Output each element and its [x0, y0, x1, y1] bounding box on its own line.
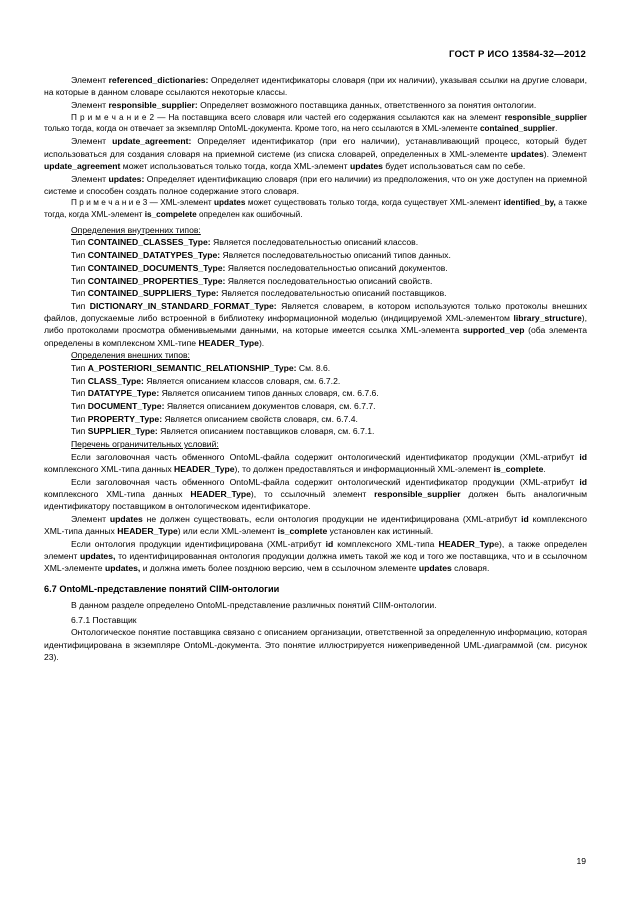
type-name: CONTAINED_DATATYPES_Type:: [87, 250, 221, 261]
text-1: Элемент: [71, 513, 110, 524]
text-1: Если заголовочная часть обменного OntoML-файла содержит онтологический идентификатор продукции (XML-атрибут: [71, 476, 580, 487]
attr-id: id: [579, 451, 587, 462]
text-lead: Элемент: [71, 99, 109, 110]
constraints-heading: [44, 438, 587, 450]
type-text: Является описанием документов словаря, см. 6.7.7.: [164, 401, 376, 412]
type-name: CLASS_Type:: [87, 375, 144, 386]
text-lead: Элемент: [71, 75, 109, 85]
text-1: Если онтология продукции идентифицирована (XML-атрибут: [71, 538, 326, 549]
note-2-bold-1: responsible_supplier: [504, 112, 587, 122]
note-3-bold-2: identified_by,: [503, 198, 556, 208]
note-3-text-1: — XML-элемент: [149, 198, 215, 208]
element-name-responsible-supplier: responsible_supplier: [374, 488, 461, 499]
note-3-bold-1: updates: [214, 198, 246, 208]
text-4: то идентифицированная онтология продукции должна иметь такой же код и того же поставщика, что и в ссылочном XML-элементе: [44, 550, 587, 574]
element-name-updates-3: updates:: [108, 173, 145, 184]
internal-types-heading: [44, 224, 587, 236]
element-name-responsible-supplier: responsible_supplier:: [108, 99, 198, 110]
note-2-text-3: .: [555, 124, 558, 134]
note-3-text-2: может существовать только тогда, когда существует XML-элемент: [245, 198, 504, 208]
text-2: ). Элемент: [543, 148, 587, 159]
text-lead: Элемент: [71, 173, 109, 184]
element-name-updates: updates: [510, 148, 544, 159]
element-name-updates-2: updates: [349, 160, 383, 171]
page-header: ГОСТ Р ИСО 13584-32—2012: [448, 49, 586, 60]
type-prefix: Тип: [71, 262, 88, 273]
attr-id: id: [521, 513, 529, 524]
type-text: Является последовательностью описаний типов данных.: [220, 250, 451, 261]
element-name-is-complete: is_complete: [493, 464, 544, 475]
subsection-text: Онтологическое понятие поставщика связано с описанием организации, ответственной за определенную информацию, которая идентифицирована в экземпляре OntoML-документа. Это понятие иллюстрируется нижеприведенной UML-диаграммой (см. рисунок 23).: [44, 627, 587, 662]
text-6: словаря.: [451, 563, 490, 574]
type-name-header: HEADER_Typ: [438, 538, 495, 549]
text-1: Определяет идентификатор (при его наличии), устанавливающий процесс, который будет использоваться для создания словаря на приемной системе (из списка словарей, определенных в XML-элементе: [44, 136, 587, 159]
constraint-2: [44, 476, 587, 513]
text-5: установлен как истинный.: [327, 526, 434, 537]
type-prefix: Тип: [71, 288, 88, 299]
element-name-supported-vep: supported_vep: [462, 325, 525, 336]
text-3: (оба элемента определены в комплексном XML-типе: [44, 325, 587, 348]
text-rest: Определяет идентификаторы словаря (при их наличии), указывая ссылки на другие словари, на которые в данном словаре ссылаются некоторые классы.: [44, 75, 587, 98]
type-prefix: Тип: [71, 375, 88, 386]
list-item: [44, 400, 587, 412]
section-heading-6-7: 6.7 OntoML-представление понятий CIIM-онтологии: [44, 584, 280, 595]
text-3: e), а также определен элемент: [44, 538, 588, 561]
constraint-1: [44, 451, 587, 475]
constraint-4: [44, 538, 587, 575]
type-text: Является описанием типов данных словаря, см. 6.7.6.: [159, 388, 379, 399]
attr-id: id: [325, 538, 334, 549]
list-item: [44, 236, 587, 248]
type-text: Является описанием классов словаря, см. 6.7.2.: [143, 375, 341, 386]
paragraph-referenced-dictionaries: [44, 74, 587, 98]
type-prefix: Тип: [71, 413, 88, 424]
list-item: [44, 425, 587, 437]
type-text: Является описанием поставщиков словаря, см. 6.7.1.: [157, 426, 375, 437]
text-4: ).: [258, 337, 265, 348]
internal-types-list: [44, 236, 587, 299]
paragraph-dictionary-in-standard-format: [44, 300, 587, 349]
paragraph-update-agreement: [44, 135, 587, 172]
list-item: [44, 249, 587, 261]
text-rest: Определяет идентификацию словаря (при его наличии) из предположения, что он уже доступен на приемной системе и способен создать полное содержание этого словаря.: [44, 173, 587, 196]
type-text: Является последовательностью описаний классов.: [210, 237, 419, 248]
element-name-update-agreement-2: update_agreement: [44, 160, 121, 171]
type-prefix: Тип: [71, 250, 88, 261]
text-2: не должен существовать, если онтология продукции не идентифицирована (XML-атрибут: [142, 513, 522, 524]
note-3-text-3: а также тогда, когда XML-элемент: [44, 198, 587, 220]
note-2-text-2: только тогда, когда он отвечает за экземпляр OntoML-документа. Кроме того, на него ссылаются в XML-элементе: [44, 124, 480, 134]
paragraph-updates: [44, 173, 587, 197]
text-rest: Определяет возможного поставщика данных, ответственного за понятия онтологии.: [197, 99, 537, 110]
list-item: [44, 275, 587, 287]
text-1: Является словарем, в котором используются только протоколы внешних файлов, допускаемые либо встроенной в библиотеку информационной моделью (индицируемой XML-элементом: [44, 300, 587, 324]
text-5: и должна иметь более позднюю версию, чем в ссылочном элементе: [140, 563, 419, 574]
note-3: [44, 197, 587, 220]
type-name: DOCUMENT_Type:: [87, 401, 165, 412]
type-name: CONTAINED_DOCUMENTS_Type:: [87, 262, 226, 273]
note-2-label: П р и м е ч а н и е 2: [71, 112, 158, 122]
type-name: CONTAINED_CLASSES_Type:: [87, 237, 211, 248]
note-2-bold-2: contained_supplier: [480, 124, 556, 134]
constraints-heading-text: Перечень ограничительных условий:: [71, 439, 219, 450]
text-2: ), либо протоколами просмотра обменивыемыми данными, на которые имеется ссылка XML-элемента: [44, 313, 587, 336]
text-4: ) или если XML-элемент: [177, 526, 278, 537]
note-2: [44, 112, 587, 135]
type-name-header: HEADER_Type: [190, 488, 251, 499]
type-name: CONTAINED_PROPERTIES_Type:: [87, 275, 226, 286]
attr-id: id: [579, 476, 587, 487]
note-3-text-4: определен как ошибочный.: [196, 210, 303, 220]
external-types-heading: [44, 349, 587, 361]
type-prefix: Тип: [71, 388, 88, 399]
type-name: A_POSTERIORI_SEMANTIC_RELATIONSHIP_Type:: [87, 362, 297, 373]
type-text: См. 8.6.: [296, 362, 331, 373]
list-item: [44, 387, 587, 399]
page-number: 19: [576, 856, 586, 866]
type-prefix: Тип: [71, 362, 88, 373]
type-name: DICTIONARY_IN_STANDARD_FORMAT_Type:: [89, 300, 277, 311]
type-name: DATATYPE_Type:: [87, 388, 160, 399]
element-name-updates: updates,: [80, 550, 116, 561]
type-name-header: HEADER_Type: [174, 464, 235, 475]
type-name: PROPERTY_Type:: [87, 413, 163, 424]
text-4: будет использоваться сам по себе.: [382, 160, 526, 171]
element-name-is-complete: is_complete: [277, 526, 328, 537]
text-2: комплексного XML-типа данных: [44, 488, 191, 499]
element-name-update-agreement: update_agreement:: [112, 136, 192, 147]
list-item: [44, 375, 587, 387]
type-name: SUPPLIER_Type:: [87, 426, 158, 437]
type-prefix: Тип: [71, 275, 88, 286]
text-4: .: [543, 464, 546, 475]
note-2-text-1: — На поставщика всего словаря или частей его содержания ссылаются как на элемент: [157, 112, 505, 122]
type-prefix: Тип: [71, 401, 88, 412]
page-content: [44, 74, 587, 663]
list-item: [44, 413, 587, 425]
text-3: ), то должен предоставляться и информационный XML-элемент: [234, 464, 494, 475]
external-types-list: [44, 362, 587, 438]
internal-types-heading-text: Определения внутренних типов:: [71, 224, 201, 235]
paragraph-responsible-supplier: [44, 99, 587, 111]
note-3-bold-3: is_compelete: [144, 210, 197, 220]
type-name: CONTAINED_SUPPLIERS_Type:: [87, 288, 219, 299]
list-item: [44, 362, 587, 374]
type-prefix: Тип: [71, 426, 88, 437]
text-2: комплексного XML-типа данных: [44, 464, 175, 475]
type-text: Является описанием свойств словаря, см. 6.7.4.: [162, 413, 358, 424]
element-name-referenced-dictionaries: referenced_dictionaries:: [108, 75, 209, 85]
type-text: Является последовательностью описаний поставщиков.: [218, 288, 447, 299]
text-1: Если заголовочная часть обменного OntoML-файла содержит онтологический идентификатор продукции (XML-атрибут: [71, 451, 580, 462]
list-item: [44, 287, 587, 299]
type-prefix: Тип: [71, 300, 90, 311]
type-name-header: HEADER_Type: [198, 337, 259, 348]
text-4: должен быть аналогичным идентификатору поставщиком в онтологическом идентификаторе.: [44, 488, 587, 512]
element-name-library-structure: library_structure: [513, 313, 582, 324]
external-types-heading-text: Определения внешних типов:: [71, 350, 190, 361]
note-3-label: П р и м е ч а н и е 3: [71, 198, 150, 208]
element-name-updates: updates: [109, 513, 143, 524]
text-2: комплексного XML-типа: [333, 538, 439, 549]
element-name-updates-2: updates,: [104, 563, 141, 574]
text-3: ), то ссылочный элемент: [250, 488, 375, 499]
element-name-updates-3: updates: [418, 563, 452, 574]
list-item: [44, 262, 587, 274]
section-intro: В данном разделе определено OntoML-представление различных понятий CIIM-онтологии.: [71, 600, 437, 611]
type-text: Является последовательностью описаний свойств.: [225, 275, 433, 286]
text-lead: Элемент: [71, 136, 113, 147]
constraint-3: [44, 513, 587, 537]
subsection-heading-6-7-1: 6.7.1 Поставщик: [71, 614, 137, 625]
type-text: Является последовательностью описаний документов.: [225, 262, 448, 273]
type-name-header: HEADER_Type: [117, 526, 178, 537]
type-prefix: Тип: [71, 237, 88, 248]
text-3: комплексного XML-типа данных: [44, 513, 588, 537]
text-3: может использоваться только тогда, когда XML-элемент: [120, 160, 350, 171]
